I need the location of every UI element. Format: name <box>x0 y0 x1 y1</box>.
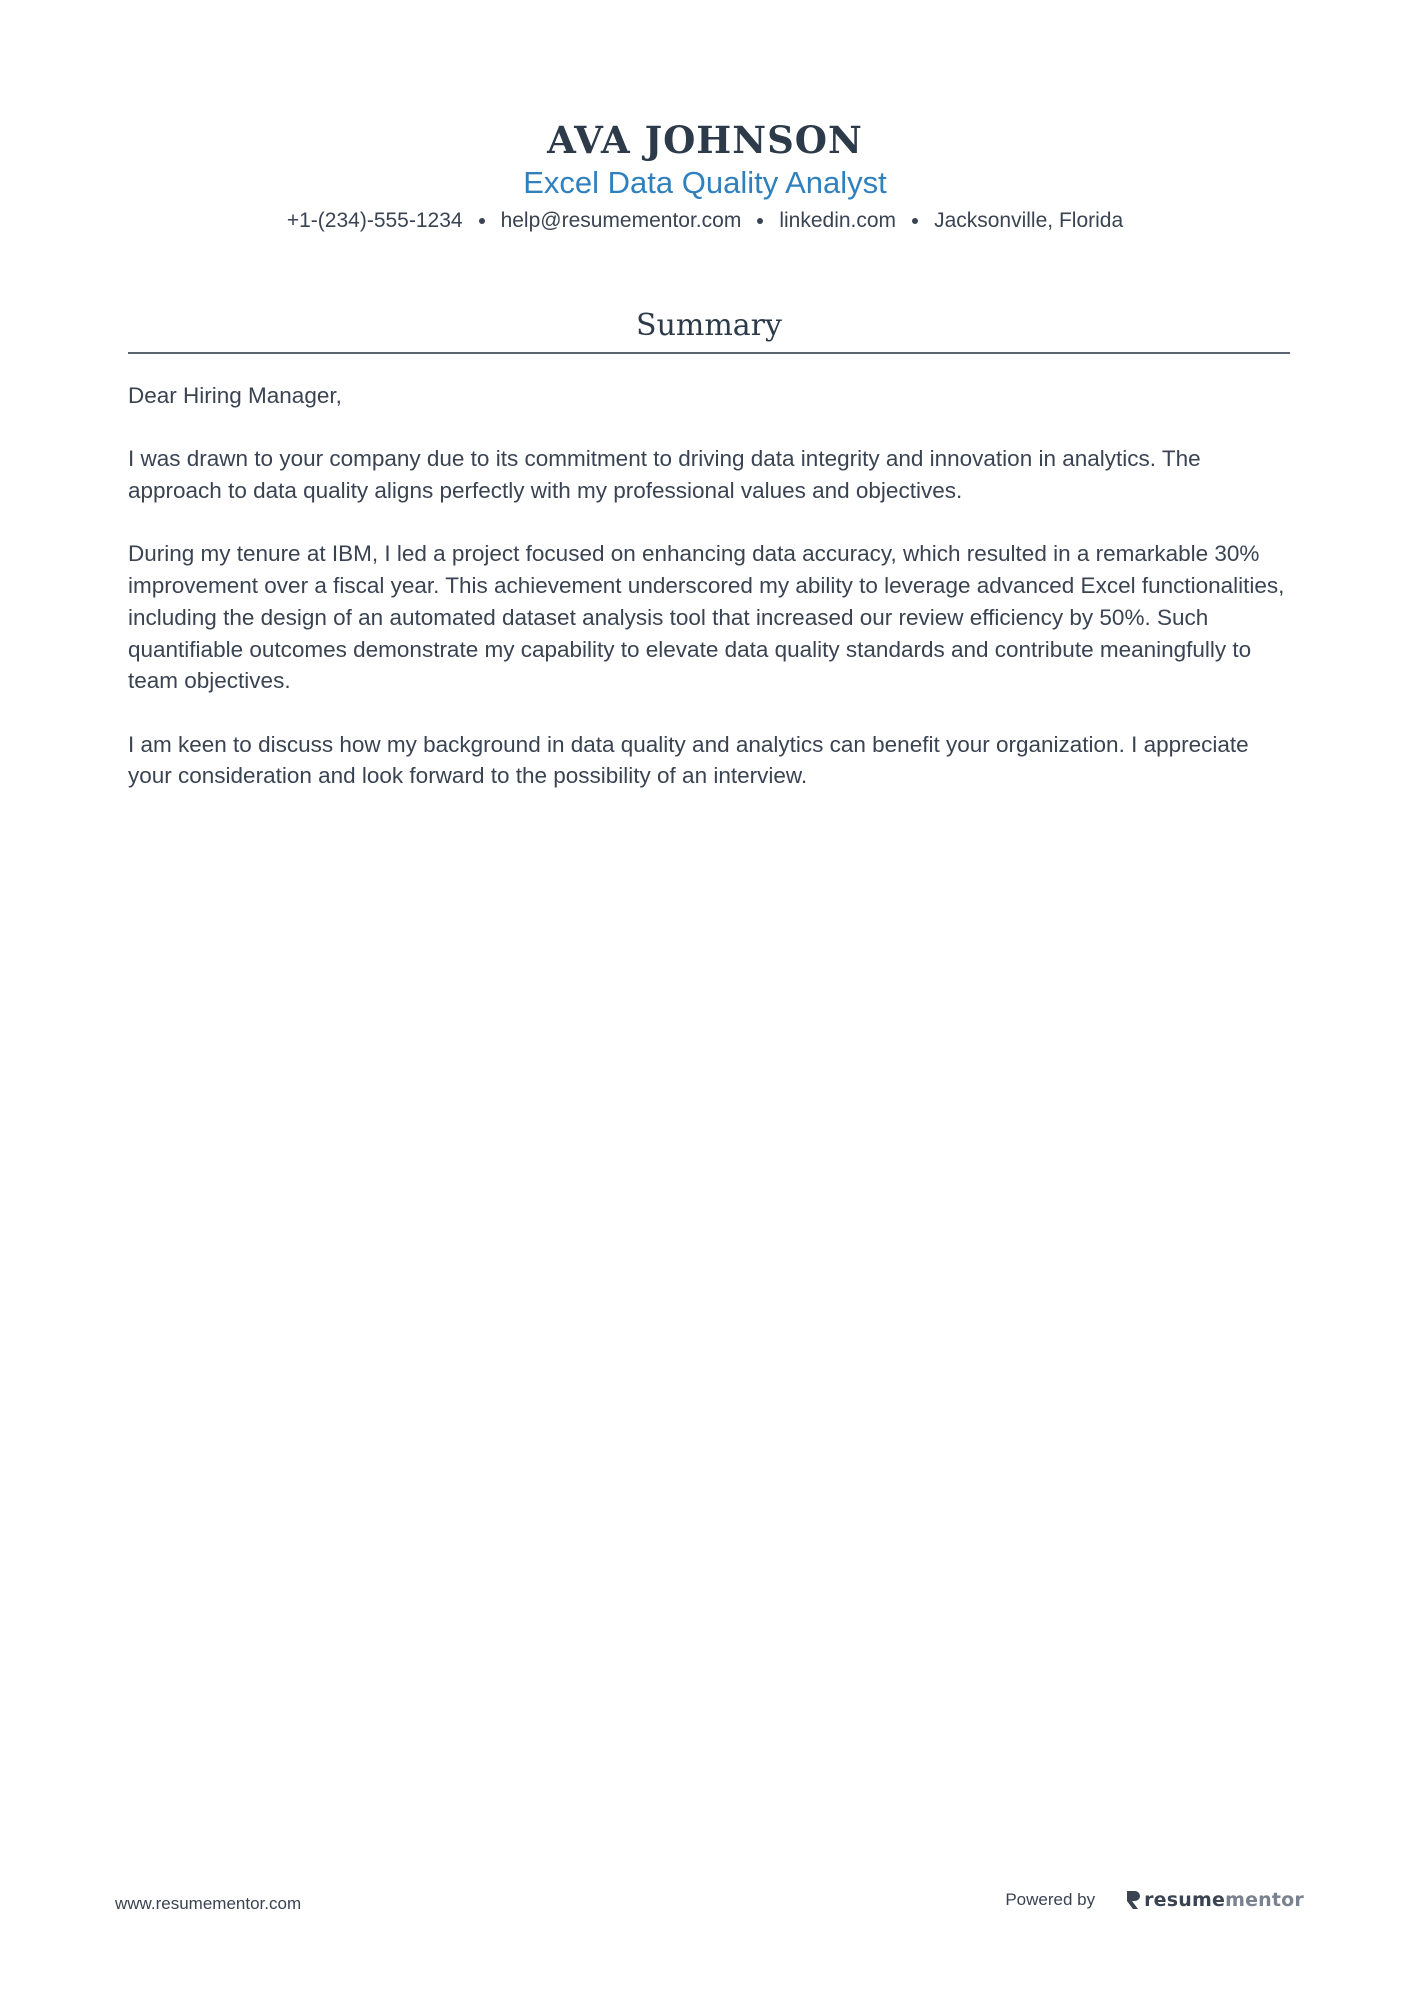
letter-greeting: Dear Hiring Manager, <box>128 383 342 408</box>
contact-location: Jacksonville, Florida <box>934 209 1124 232</box>
contact-email[interactable]: help@resumementor.com <box>500 209 742 232</box>
separator-dot <box>757 218 763 224</box>
contact-phone: +1-(234)-555-1234 <box>286 209 463 232</box>
candidate-role: Excel Data Quality Analyst <box>523 165 887 200</box>
section-title-summary: Summary <box>636 308 782 343</box>
separator-dot <box>912 218 918 224</box>
contact-linkedin[interactable]: linkedin.com <box>779 209 897 232</box>
brand-name-part1: resume <box>1144 1889 1226 1911</box>
letter-body <box>128 380 1290 824</box>
brand-logo[interactable] <box>1125 1888 1304 1912</box>
section-divider <box>128 352 1290 354</box>
letter-paragraph: I am keen to discuss how my background in data quality and analytics can benefit your organization. I appreciate your consideration and look forward to the possibility of an interview. <box>128 731 1249 789</box>
letter-paragraph: During my tenure at IBM, I led a project focused on enhancing data accuracy, which resulted in a remarkable 30% improvement over a fiscal year. This achievement underscored my ability to leverage advanced Excel functionalities, including the design of an automated dataset analysis tool that increased our review efficiency by 50%. Such quantifiable outcomes demonstrate my capability to elevate data quality standards and contribute meaningfully to team objectives. <box>128 541 1285 694</box>
powered-by-label: Powered by <box>1005 1890 1096 1909</box>
letter-paragraph: I was drawn to your company due to its commitment to driving data integrity and innovation in analytics. The approach to data quality aligns perfectly with my professional values and objectives. <box>128 446 1201 504</box>
footer-website[interactable]: www.resumementor.com <box>115 1894 302 1913</box>
contact-line <box>0 206 1410 236</box>
footer-branding <box>1005 1888 1304 1912</box>
candidate-name: AVA JOHNSON <box>547 118 863 162</box>
resumementor-logo-icon <box>1125 1890 1141 1910</box>
separator-dot <box>479 218 485 224</box>
brand-name-part2: mentor <box>1225 1889 1304 1911</box>
letter-header <box>0 116 1410 236</box>
